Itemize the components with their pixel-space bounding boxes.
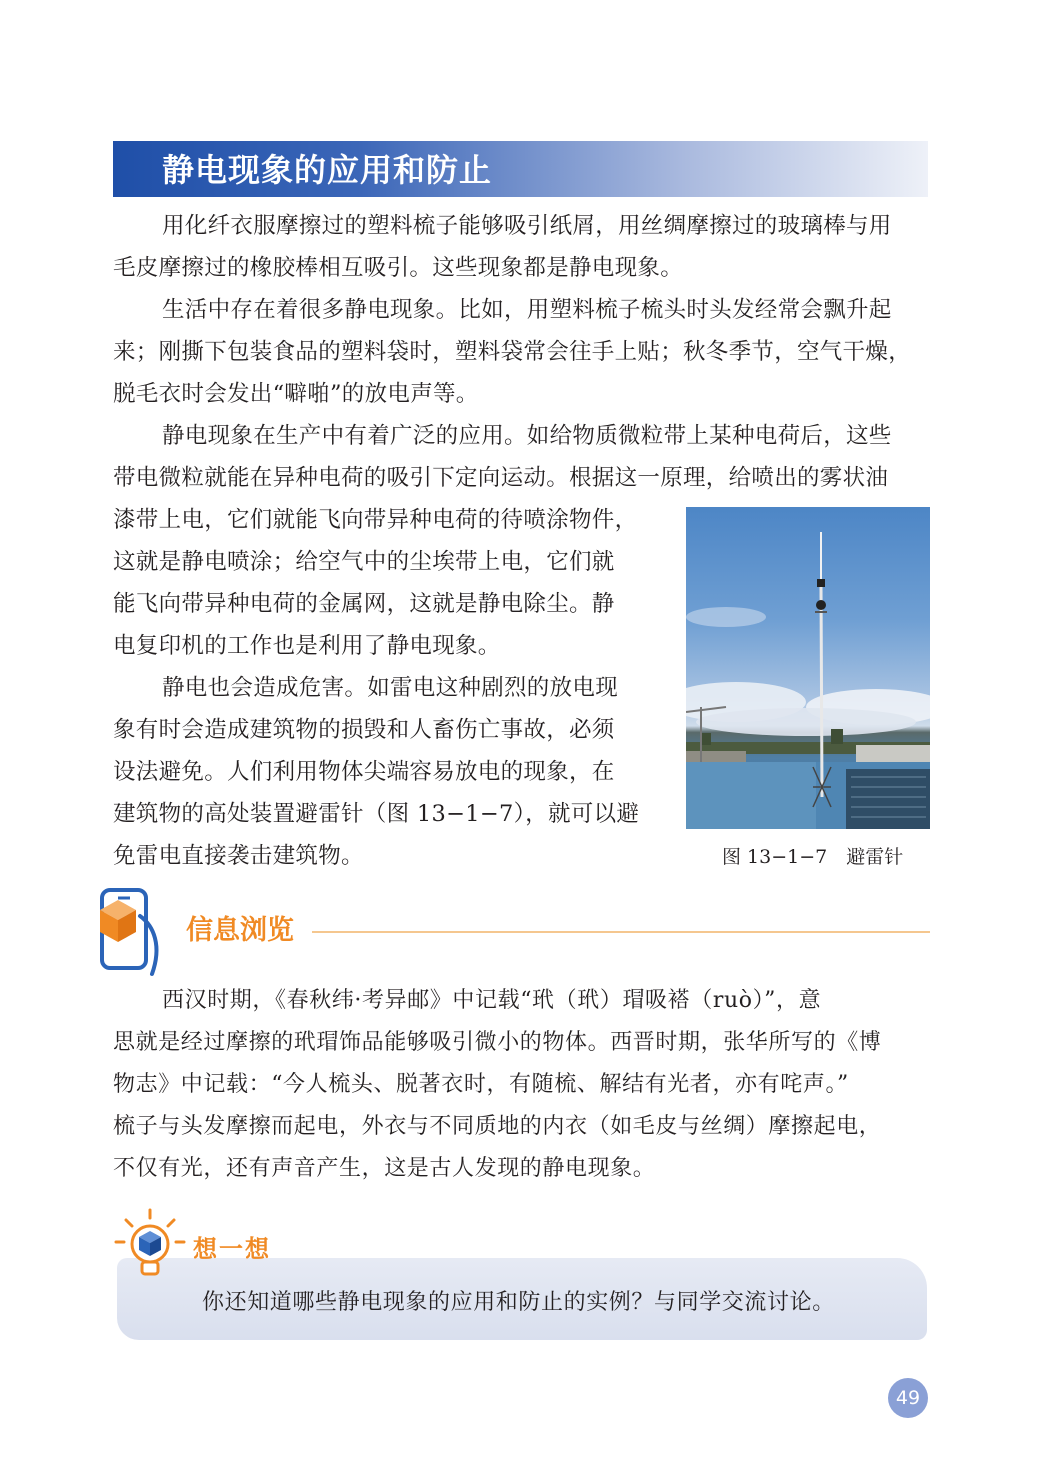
info-line: 西汉时期，《春秋纬·考异邮》中记载“玳（玳）瑁吸褡（ruò）”，意 [162, 988, 822, 1013]
info-line: 物志》中记载：“今人梳头、脱著衣时，有随梳、解结有光者，亦有咤声。” [113, 1072, 849, 1097]
info-browse-title: 信息浏览 [186, 915, 294, 946]
think-question: 你还知道哪些静电现象的应用和防止的实例？与同学交流讨论。 [202, 1290, 835, 1315]
lightbulb-icon [112, 1208, 192, 1280]
info-line: 思就是经过摩擦的玳瑁饰品能够吸引微小的物体。西晋时期，张华所写的《博 [113, 1030, 882, 1055]
paragraph-line: 电复印机的工作也是利用了静电现象。 [113, 633, 501, 659]
paragraph-line: 这就是静电喷涂；给空气中的尘埃带上电，它们就 [113, 549, 615, 575]
paragraph-line: 生活中存在着很多静电现象。比如，用塑料梳子梳头时头发经常会飘升起 [162, 297, 892, 323]
lightning-rod-photo [686, 507, 930, 829]
phone-cube-icon [80, 886, 166, 978]
lightning-rod-illustration [686, 507, 930, 829]
paragraph-line: 脱毛衣时会发出“噼啪”的放电声等。 [113, 381, 479, 407]
figure-caption: 图 13−1−7 避雷针 [722, 846, 904, 868]
paragraph-line: 来；刚撕下包装食品的塑料袋时，塑料袋常会往手上贴；秋冬季节，空气干燥， [113, 339, 912, 365]
paragraph-line: 带电微粒就能在异种电荷的吸引下定向运动。根据这一原理，给喷出的雾状油 [113, 465, 889, 491]
paragraph-line: 静电现象在生产中有着广泛的应用。如给物质微粒带上某种电荷后，这些 [162, 423, 892, 449]
paragraph-line: 免雷电直接袭击建筑物。 [113, 843, 364, 869]
paragraph-line: 设法避免。人们利用物体尖端容易放电的现象，在 [113, 759, 615, 785]
paragraph-line: 象有时会造成建筑物的损毁和人畜伤亡事故，必须 [113, 717, 615, 743]
info-line: 梳子与头发摩擦而起电，外衣与不同质地的内衣（如毛皮与丝绸）摩擦起电， [113, 1114, 882, 1139]
info-line: 不仅有光，还有声音产生，这是古人发现的静电现象。 [113, 1156, 656, 1181]
paragraph-line: 漆带上电，它们就能飞向带异种电荷的待喷涂物件， [113, 507, 638, 533]
paragraph-line: 能飞向带异种电荷的金属网，这就是静电除尘。静 [113, 591, 615, 617]
section-title: 静电现象的应用和防止 [162, 151, 493, 189]
paragraph-line: 用化纤衣服摩擦过的塑料梳子能够吸引纸屑，用丝绸摩擦过的玻璃棒与用 [162, 213, 892, 239]
info-divider [312, 931, 930, 933]
paragraph-line: 毛皮摩擦过的橡胶棒相互吸引。这些现象都是静电现象。 [113, 255, 684, 281]
paragraph-line: 建筑物的高处装置避雷针（图 13−1−7），就可以避 [113, 801, 640, 827]
think-title: 想一想 [193, 1235, 271, 1263]
page-number: 49 [888, 1378, 928, 1418]
paragraph-line: 静电也会造成危害。如雷电这种剧烈的放电现 [162, 675, 619, 701]
